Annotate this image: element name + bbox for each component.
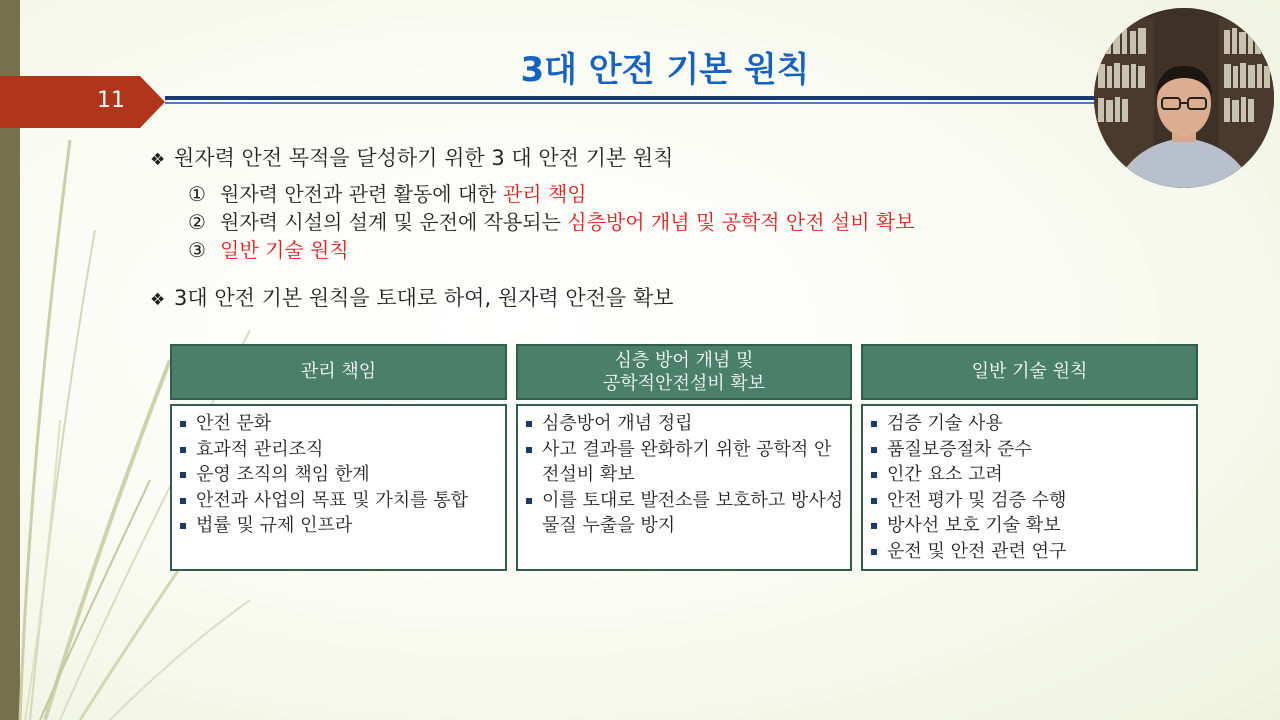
- sub-item-highlight: 관리 책임: [502, 182, 587, 206]
- list-item: 검증 기술 사용: [869, 411, 1190, 437]
- column-box-defense-in-depth: [516, 404, 852, 571]
- list-item: 심층방어 개념 정립: [524, 411, 844, 437]
- slide-number: 11: [97, 88, 125, 113]
- list-item: 이를 토대로 발전소를 보호하고 방사성 물질 누출을 방지: [524, 488, 844, 539]
- title-underline-thin: [165, 102, 1125, 104]
- column-list: [524, 411, 844, 539]
- column-list: [178, 411, 499, 539]
- title-underline-thick: [165, 96, 1125, 100]
- sub-item-text: 원자력 안전과 관련 활동에 대한: [220, 182, 503, 206]
- list-item: 안전 문화: [178, 411, 499, 437]
- circled-number: ②: [188, 210, 206, 234]
- presenter-video-image: [1094, 8, 1274, 188]
- bullet-text: 원자력 안전 목적을 달성하기 위한 3 대 안전 기본 원칙: [174, 146, 674, 170]
- list-item: 안전 평가 및 검증 수행: [869, 488, 1190, 514]
- bullet-item-principles: [150, 142, 673, 172]
- column-header-text: 관리 책임: [300, 361, 377, 383]
- diamond-bullet-icon: ❖: [150, 290, 166, 310]
- column-box-management: [170, 404, 507, 571]
- sub-item-3: [188, 234, 349, 263]
- column-header-text-line2: 공학적안전설비 확보: [602, 373, 766, 394]
- column-box-general-technical: [861, 404, 1198, 571]
- column-header-defense-in-depth: [516, 344, 852, 400]
- sub-item-text: 원자력 시설의 설계 및 운전에 작용되는: [220, 210, 568, 234]
- list-item: 사고 결과를 완화하기 위한 공학적 안전설비 확보: [524, 437, 844, 488]
- list-item: 인간 요소 고려: [869, 462, 1190, 488]
- sub-item-1: [188, 178, 587, 207]
- list-item: 방사선 보호 기술 확보: [869, 513, 1190, 539]
- bullet-item-basis: [150, 282, 673, 312]
- list-item: 법률 및 규제 인프라: [178, 513, 499, 539]
- column-list: [869, 411, 1190, 564]
- list-item: 품질보증절차 준수: [869, 437, 1190, 463]
- circled-number: ③: [188, 238, 206, 262]
- sub-item-2: [188, 206, 915, 235]
- column-header-management: [170, 344, 507, 400]
- circled-number: ①: [188, 182, 206, 206]
- column-header-text-line1: 심층 방어 개념 및: [614, 349, 754, 371]
- column-header-text: 일반 기술 원칙: [971, 361, 1088, 383]
- slide-number-tab: [0, 76, 165, 128]
- column-header-general-technical: [861, 344, 1198, 400]
- list-item: 운전 및 안전 관련 연구: [869, 539, 1190, 565]
- list-item: 운영 조직의 책임 한계: [178, 462, 499, 488]
- sub-item-highlight: 일반 기술 원칙: [220, 238, 349, 262]
- presenter-webcam: [1094, 8, 1274, 188]
- slide-title: 3대 안전 기본 원칙: [520, 50, 810, 90]
- bullet-text: 3대 안전 기본 원칙을 토대로 하여, 원자력 안전을 확보: [174, 286, 674, 310]
- diamond-bullet-icon: ❖: [150, 150, 166, 170]
- sub-item-highlight: 심층방어 개념 및 공학적 안전 설비 확보: [567, 210, 915, 234]
- list-item: 효과적 관리조직: [178, 437, 499, 463]
- list-item: 안전과 사업의 목표 및 가치를 통합: [178, 488, 499, 514]
